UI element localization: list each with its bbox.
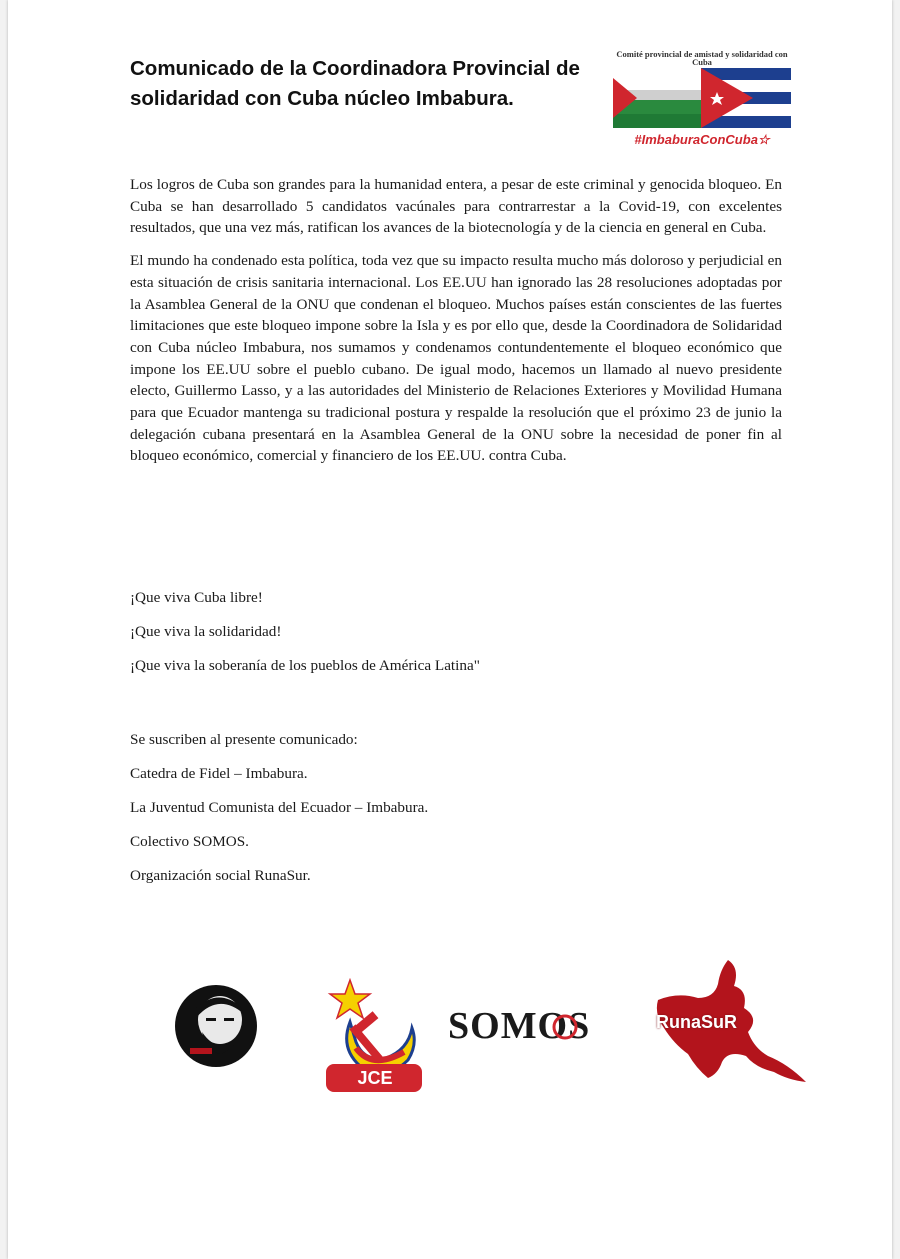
flags-image	[613, 68, 791, 128]
jce-logo-text: JCE	[357, 1068, 393, 1088]
runasur-logo-text: RunaSuR	[656, 1012, 737, 1032]
slogans	[130, 588, 730, 690]
document-title: Comunicado de la Coordinadora Provincial de solidaridad con Cuba núcleo Imbabura.	[130, 57, 580, 110]
hashtag: #ImbaburaConCuba☆	[634, 132, 770, 147]
signer: Catedra de Fidel – Imbabura.	[130, 765, 308, 782]
solidarity-badge	[611, 50, 793, 158]
signers-intro: Se suscriben al presente comunicado:	[130, 731, 358, 748]
paragraph: Los logros de Cuba son grandes para la humanidad entera, a pesar de este criminal y genocida bloqueo. En Cuba se han desarrollado 5 candidatos vacúnales para contrarrestar a la Covid-19, con excelentes resultados, que una vez más, ratifican los avances de la biotecnología y de la ciencia en general en Cuba.	[130, 176, 782, 237]
badge-caption: Comité provincial de amistad y solidaridad con Cuba	[616, 49, 788, 67]
slogan: ¡Que viva la soberanía de los pueblos de América Latina"	[130, 657, 480, 674]
signer: Colectivo SOMOS.	[130, 833, 249, 850]
fidel-portrait-logo-icon	[166, 984, 266, 1068]
ecuador-cuba-flags-icon	[613, 68, 791, 128]
somos-o-mark-icon	[552, 1014, 578, 1040]
paragraph: El mundo ha condenado esta política, toda vez que su impacto resulta mucho más doloroso y perjudicial en esta situación de crisis sanitaria internacional. Los EE.UU han ignorado las 28 resoluciones adoptadas por la Asamblea General de la ONU que condenan el bloqueo. Muchos países están conscientes de las fuertes limitaciones que este bloqueo impone sobre la Isla y es por ello que, desde la Coordinadora de Solidaridad con Cuba núcleo Imbabura, nos sumamos y condenamos contundentemente el bloqueo económico que impone los EE.UU sobre el pueblo cubano. De igual modo, hacemos un llamado al nuevo presidente electo, Guillermo Lasso, y a las autoridades del Ministerio de Relaciones Exteriores y Movilidad Humana para que Ecuador mantenga su tradicional postura y respalde la resolución que el próximo 23 de junio la delegación cubana presentará en la Asamblea General de la ONU sobre la necesidad de poner fin al bloqueo económico, comercial y financiero de los EE.UU. contra Cuba.	[130, 252, 782, 465]
signer: Organización social RunaSur.	[130, 867, 311, 884]
signers	[130, 730, 730, 900]
signer: La Juventud Comunista del Ecuador – Imbabura.	[130, 799, 429, 816]
body-text	[130, 174, 782, 478]
slogan: ¡Que viva Cuba libre!	[130, 589, 263, 606]
slogan: ¡Que viva la solidaridad!	[130, 623, 282, 640]
somos-logo-text: SOMOS	[448, 1005, 591, 1047]
document-page	[8, 0, 892, 1259]
